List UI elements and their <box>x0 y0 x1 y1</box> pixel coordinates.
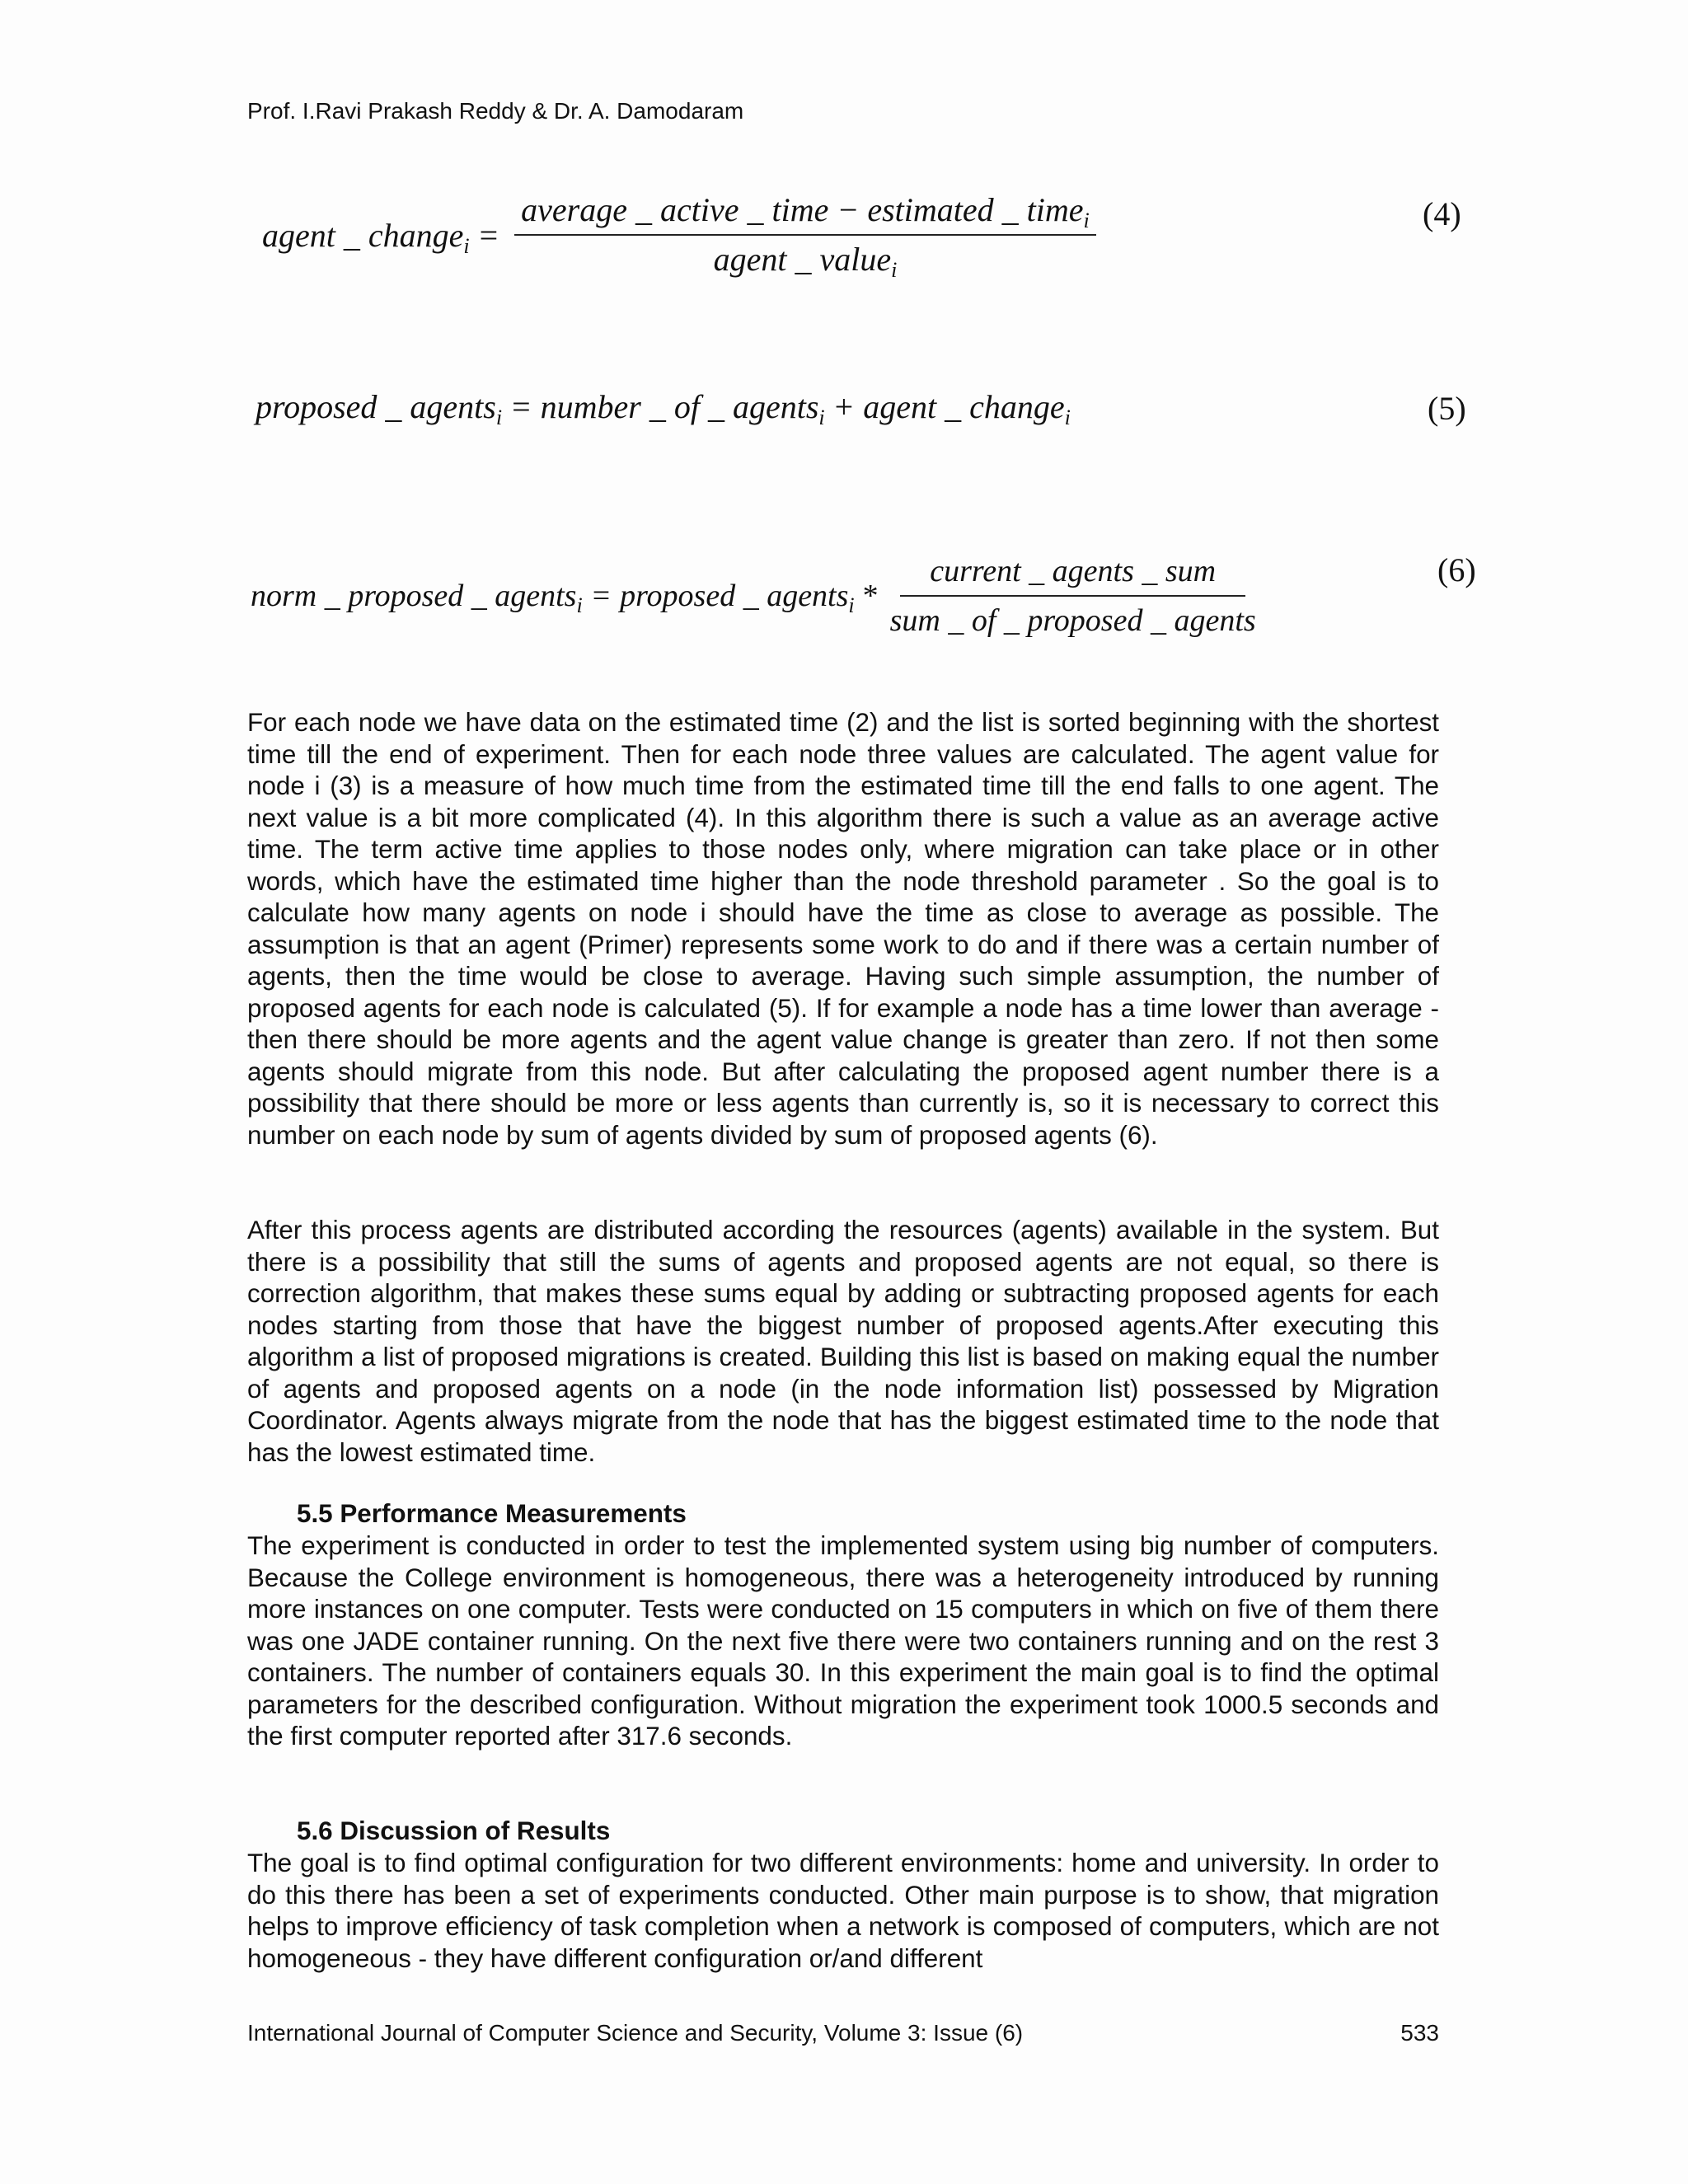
eq4-denominator: agent _ value$_i$ <box>713 241 898 282</box>
paragraph-algorithm-description: For each node we have data on the estimated time (2) and the list is sorted beginning with the shortest time till the end of experiment. Then for each node three values are calculated. The agent value for node i (3) is a measure of how much time from the estimated time till the end falls to one agent. The next value is a bit more complicated (4). In this algorithm there is such a value as an average active time. The term active time applies to those nodes only, where migration can take place or in other words, which have the estimated time higher than the node threshold parameter . So the goal is to calculate how many agents on node i should have the time as close to average as possible. The assumption is that an agent (Primer) represents some work to do and if there was a certain number of agents, then the time would be close to average. Having such simple assumption, the number of proposed agents for each node is calculated (5). If for example a node has a time lower than average - then there should be more agents and the agent value change is greater than zero. If not then some agents should migrate from this node. But after calculating the proposed agent number there is a possibility that there should be more or less agents than currently is, so it is necessary to correct this number on each node by sum of agents divided by sum of proposed agents (6). <box>247 708 1439 1150</box>
eq6-factor: proposed _ agents$_i$ <box>620 579 855 617</box>
eq5-term1: number _ of _ agents$_i$ <box>540 388 825 429</box>
eq4-numerator: average _ active _ time − estimated _ time$_i$ <box>514 191 1096 236</box>
eq5-lhs: proposed _ agents$_i$ <box>256 388 503 429</box>
eq4-equals: = <box>479 216 499 254</box>
eq6-fraction <box>890 552 1256 640</box>
eq6-equals: = <box>592 579 611 613</box>
equation-6 <box>251 552 1263 640</box>
footer-journal-title: International Journal of Computer Science and Security, Volume 3: Issue (6) <box>247 2020 1024 2046</box>
eq5-equals: = <box>512 388 531 425</box>
eq4-fraction <box>514 191 1096 282</box>
eq4-lhs: agent _ change$_i$ <box>262 216 470 258</box>
eq6-lhs: norm _ proposed _ agents$_i$ <box>251 579 583 617</box>
paragraph-distribution-correction: After this process agents are distributed according the resources (agents) available in the system. But there is a possibility that still the sums of agents and proposed agents are not equal, so there is correction algorithm, that makes these sums equal by adding or subtracting proposed agents for each nodes starting from those that have the biggest number of proposed agents.After executing this algorithm a list of proposed migrations is created. Building this list is based on making equal the number of agents and proposed agents on a node (in the node information list) possessed by Migration Coordinator. Agents always migrate from the node that has the biggest estimated time to the node that has the lowest estimated time. <box>247 1216 1439 1467</box>
running-header-authors: Prof. I.Ravi Prakash Reddy & Dr. A. Damodaram <box>247 98 744 124</box>
section-heading-5-5: 5.5 Performance Measurements <box>297 1499 687 1528</box>
eq5-term2: agent _ change$_i$ <box>863 388 1071 429</box>
section-heading-5-6: 5.6 Discussion of Results <box>297 1816 611 1845</box>
equation-4 <box>262 191 1103 282</box>
eq6-times: * <box>862 579 879 613</box>
equation-number-4: (4) <box>1423 195 1461 232</box>
eq5-plus: + <box>834 388 854 425</box>
equation-number-5: (5) <box>1428 390 1466 427</box>
equation-number-6: (6) <box>1437 551 1476 588</box>
eq6-numerator: current _ agents _ sum <box>900 552 1245 597</box>
equation-5 <box>256 387 1071 429</box>
paragraph-performance-measurements: The experiment is conducted in order to test the implemented system using big number of computers. Because the College environment is homogeneous, there was a heterogeneity introduced by running more instances on one computer. Tests were conducted on 15 computers in which on five of them there was one JADE container running. On the next five there were two containers running and on the rest 3 containers. The number of containers equals 30. In this experiment the main goal is to find the optimal parameters for the described configuration. Without migration the experiment took 1000.5 seconds and the first computer reported after 317.6 seconds. <box>247 1531 1439 1750</box>
eq6-denominator: sum _ of _ proposed _ agents <box>889 603 1256 638</box>
page-number: 533 <box>1400 2020 1439 2046</box>
paragraph-discussion-results: The goal is to find optimal configuration for two different environments: home and university. In order to do this there has been a set of experiments conducted. Other main purpose is to show, that migration helps to improve efficiency of task completion when a network is composed of computers, which are not homogeneous - they have different configuration or/and different <box>247 1849 1439 1973</box>
